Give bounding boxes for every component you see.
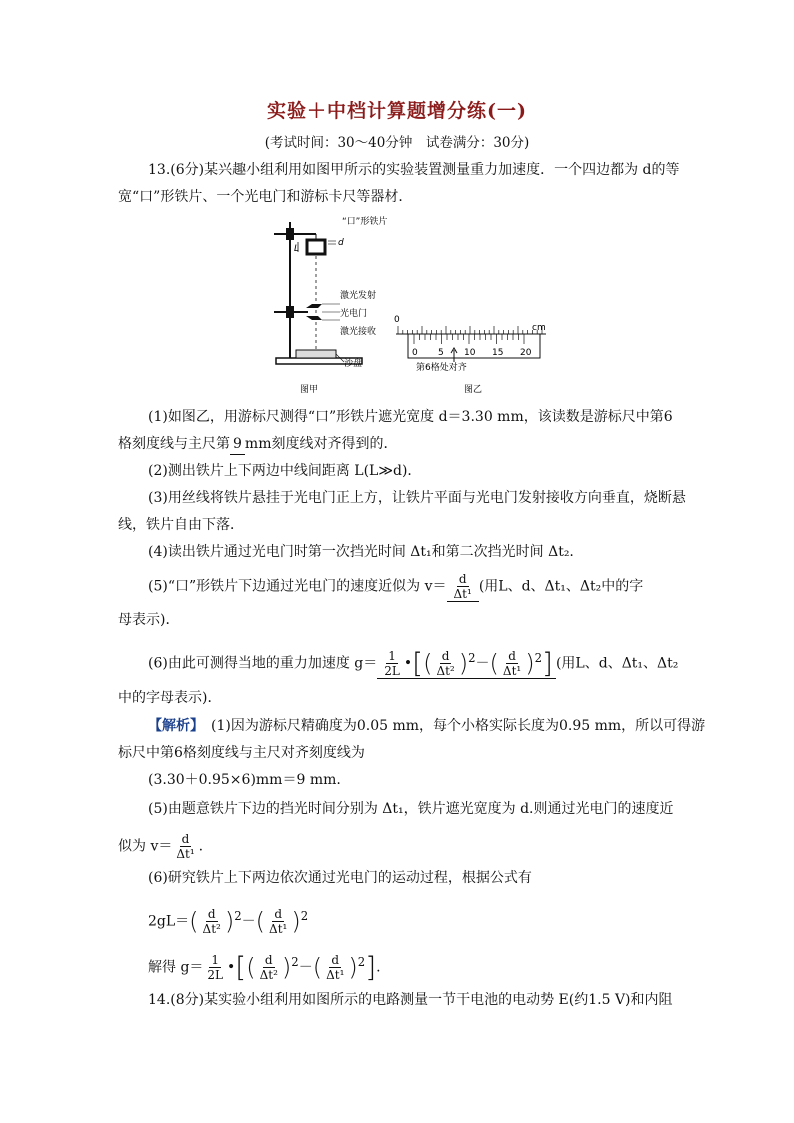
photogate — [306, 304, 322, 320]
q13-part5-line2: 母表示)． — [118, 612, 180, 628]
vernier-tick-label-20: 20 — [520, 348, 532, 358]
vernier-tick-label-0: 0 — [412, 348, 418, 358]
vernier-note: 第6格处对齐 — [416, 363, 467, 373]
q13-part5: (5)“口”形铁片下边通过光电门的速度近似为 v＝ $\frac{d}{\text{Δt¹}}$ (用L、d、Δt₁、Δt₂中的字 — [148, 572, 644, 601]
vernier-tick-label-10: 10 — [464, 348, 476, 358]
solution-part1-line1: 【解析】 (1)因为游标尺精确度为0.05 mm，每个小格实际长度为0.95 mm，所以可得游 — [148, 718, 706, 734]
label-sand-tray: 沙盘 — [344, 359, 363, 369]
solution-tag: 【解析】 — [148, 718, 197, 734]
q13-part6-line2: 中的字母表示)． — [118, 690, 222, 706]
vernier-tick-label-5: 5 — [438, 348, 444, 358]
label-L: L — [294, 244, 300, 254]
label-d: d — [338, 238, 344, 248]
answer-blank-6: $\frac{1}{2L}$ •[( $\frac{d}{\text{Δt²}}$ )$^2$－( $\frac{d}{\text{Δt¹}}$ )$^2$] — [377, 648, 556, 679]
vernier-scale — [394, 315, 546, 373]
solution-part5-line2: 似为 v＝ $\frac{d}{\text{Δt¹}}$ . — [118, 832, 204, 861]
solution-part6-result: 解得 g＝ $\frac{1}{2L}$ •[( $\frac{d}{\text{Δt²}}$ )$^2$－( $\frac{d}{\text{Δt¹}}$ )$^2$]. — [148, 950, 381, 984]
q13-part2: (2)测出铁片上下两边中线间距离 L(L≫d)． — [148, 463, 422, 479]
main-scale-unit: cm — [532, 323, 546, 333]
solution-part1-line2: 标尺中第6格刻度线与主尺对齐刻度线为 — [118, 745, 365, 761]
label-laser-emit: 激光发射 — [340, 291, 377, 301]
sand-tray — [296, 350, 336, 358]
q13-part3-line1: (3)用丝线将铁片悬挂于光电门正上方，让铁片平面与光电门发射接收方向垂直，烧断悬 — [148, 490, 686, 506]
vernier-tick-label-15: 15 — [492, 348, 504, 358]
middle-clamp — [286, 306, 294, 318]
main-scale-zero: 0 — [394, 315, 400, 325]
top-clamp — [286, 228, 294, 240]
q13-part6: (6)由此可测得当地的重力加速度 g＝ $\frac{1}{2L}$ •[( $\frac{d}{\text{Δt²}}$ )$^2$－( $\frac{d}{\text{Δt¹}}$ )$^2$] (用L、d、Δt₁、Δt₂ — [148, 646, 679, 680]
label-plate: “口”形铁片 — [342, 217, 388, 227]
q13-part1-line2: 格刻度线与主尺第 9 mm刻度线对齐得到的． — [118, 434, 397, 455]
q13-stem-line2: 宽“口”形铁片、一个光电门和游标卡尺等器材． — [118, 189, 413, 205]
caption-fig-b: 图乙 — [464, 385, 483, 395]
q13-stem-line1: 13.(6分)某兴趣小组利用如图甲所示的实验装置测量重力加速度．一个四边都为 d的等 — [148, 162, 680, 178]
solution-part6-equation: 2gL＝( $\frac{d}{\text{Δt²}}$ )$^2$－( $\frac{d}{\text{Δt¹}}$ )$^2$ — [148, 907, 309, 937]
solution-part5-line1: (5)由题意铁片下边的挡光时间分别为 Δt₁，铁片遮光宽度为 d.则通过光电门的速度近 — [148, 801, 674, 817]
square-plate — [307, 240, 325, 254]
label-photogate: 光电门 — [340, 309, 368, 319]
label-laser-receive: 激光接收 — [340, 327, 377, 337]
q13-part1-line1: (1)如图乙，用游标尺测得“口”形铁片遮光宽度 d＝3.30 mm，该读数是游标尺中第6 — [148, 409, 673, 425]
answer-blank-5: $\frac{d}{\text{Δt¹}}$ — [447, 572, 479, 602]
q13-part3-line2: 线，铁片自由下落． — [118, 517, 244, 533]
solution-part6-line1: (6)研究铁片上下两边依次通过光电门的运动过程，根据公式有 — [148, 870, 532, 886]
exam-info: (考试时间：30～40分钟 试卷满分：30分) — [264, 135, 530, 151]
answer-blank-1: 9 — [230, 434, 245, 455]
q14-stem-line1: 14.(8分)某实验小组利用如图所示的电路测量一节干电池的电动势 E(约1.5 V)和内阻 — [148, 992, 673, 1008]
caption-fig-a: 图甲 — [300, 385, 319, 395]
q13-part4: (4)读出铁片通过光电门时第一次挡光时间 Δt₁和第二次挡光时间 Δt₂. — [148, 544, 574, 560]
page-title: 实验＋中档计算题增分练(一) — [267, 100, 527, 122]
alignment-arrow — [451, 348, 457, 362]
q13-figure — [270, 212, 560, 398]
solution-part1-line3: (3.30＋0.95×6)mm＝9 mm. — [148, 772, 341, 788]
